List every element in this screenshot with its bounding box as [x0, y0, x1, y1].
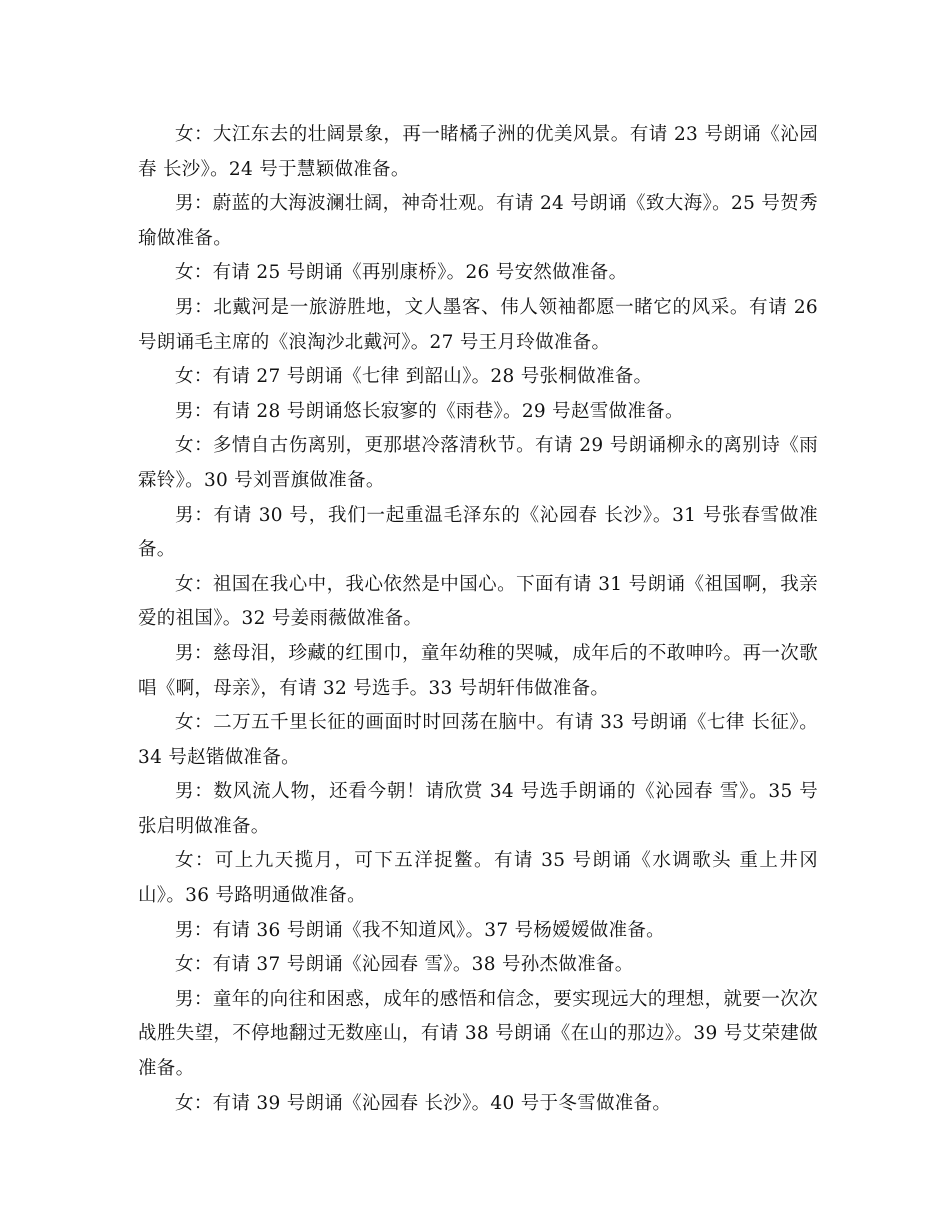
- paragraph: 男：童年的向往和困惑，成年的感悟和信念，要实现远大的理想，就要一次次战胜失望，不停地翻过无数座山，有请 38 号朗诵《在山的那边》。39 号艾荣建做准备。: [138, 988, 818, 1080]
- paragraph: 男：蔚蓝的大海波澜壮阔，神奇壮观。有请 24 号朗诵《致大海》。25 号贺秀瑜做准备。: [138, 193, 818, 249]
- paragraph: 男：有请 30 号，我们一起重温毛泽东的《沁园春 长沙》。31 号张春雪做准备。: [138, 504, 818, 561]
- paragraph: 女：有请 27 号朗诵《七律 到韶山》。28 号张桐做准备。: [175, 366, 653, 388]
- document-body: [138, 118, 818, 1121]
- paragraph: 男：数风流人物，还看今朝！请欣赏 34 号选手朗诵的《沁园春 雪》。35 号张启明做准备。: [138, 781, 818, 837]
- paragraph: 男：慈母泪，珍藏的红围巾，童年幼稚的哭喊，成年后的不敢呻吟。再一次歌唱《啊，母亲》，有请 32 号选手。33 号胡轩伟做准备。: [138, 642, 818, 699]
- paragraph: 女：多情自古伤离别，更那堪冷落清秋节。有请 29 号朗诵柳永的离别诗《雨霖铃》。30 号刘晋旗做准备。: [138, 435, 818, 491]
- paragraph: 男：有请 36 号朗诵《我不知道风》。37 号杨嫒嫒做准备。: [175, 919, 665, 941]
- paragraph: 男：北戴河是一旅游胜地，文人墨客、伟人领袖都愿一睹它的风采。有请 26 号朗诵毛主席的《浪淘沙北戴河》。27 号王月玲做准备。: [138, 296, 818, 353]
- paragraph: 女：祖国在我心中，我心依然是中国心。下面有请 31 号朗诵《祖国啊，我亲爱的祖国》。32 号姜雨薇做准备。: [138, 573, 818, 630]
- paragraph: 男：有请 28 号朗诵悠长寂寥的《雨巷》。29 号赵雪做准备。: [175, 400, 684, 422]
- paragraph: 女：可上九天揽月，可下五洋捉鳖。有请 35 号朗诵《水调歌头 重上井冈山》。36 号路明通做准备。: [138, 850, 818, 907]
- paragraph: 女：有请 37 号朗诵《沁园春 雪》。38 号孙杰做准备。: [175, 954, 634, 976]
- paragraph: 女：二万五千里长征的画面时时回荡在脑中。有请 33 号朗诵《七律 长征》。34 号赵锴做准备。: [138, 712, 818, 768]
- paragraph: 女：有请 25 号朗诵《再别康桥》。26 号安然做准备。: [175, 262, 628, 284]
- paragraph: 女：大江东去的壮阔景象，再一睹橘子洲的优美风景。有请 23 号朗诵《沁园春 长沙》。24 号于慧颖做准备。: [138, 124, 818, 180]
- paragraph: 女：有请 39 号朗诵《沁园春 长沙》。40 号于冬雪做准备。: [175, 1092, 672, 1114]
